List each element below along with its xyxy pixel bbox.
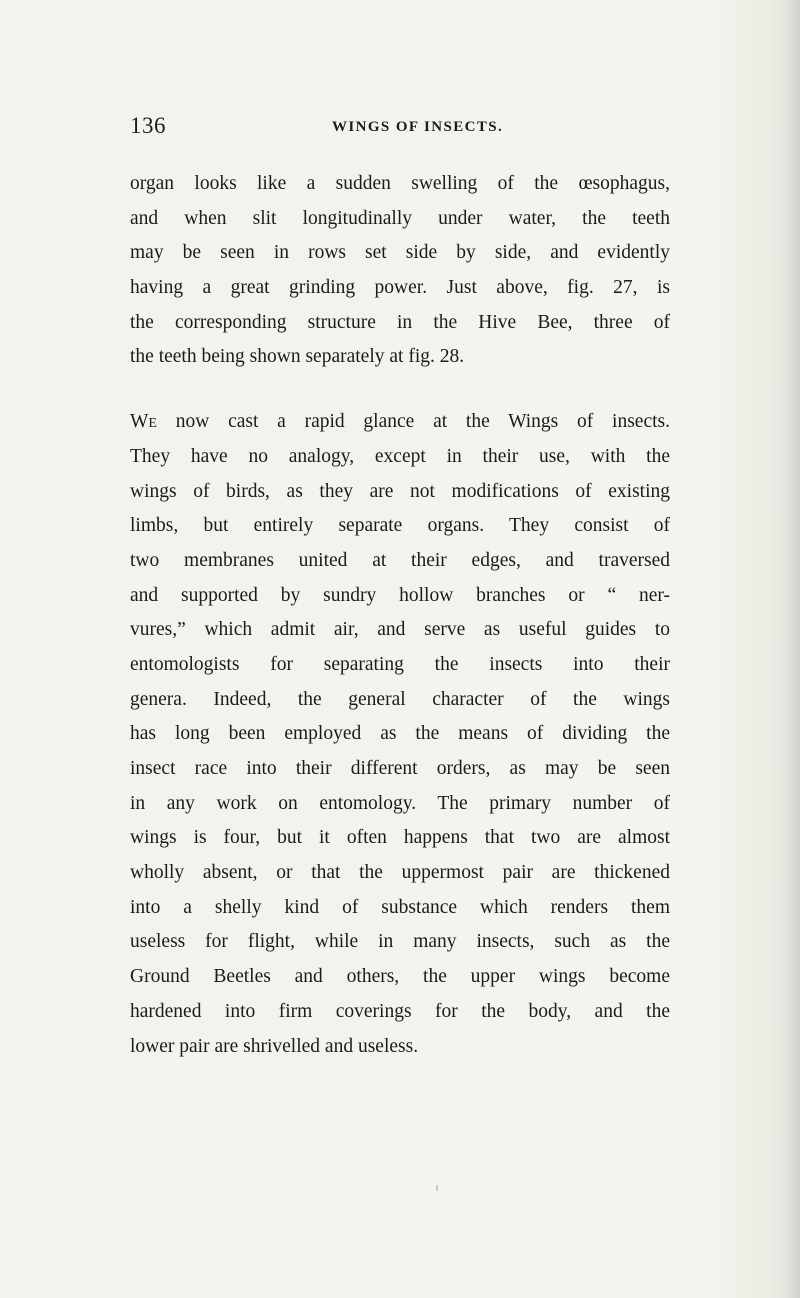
text-line: lower pair are shrivelled and useless. <box>130 1035 419 1057</box>
text-line: and supported by sundry hollow branches or “ ner- <box>130 584 670 606</box>
text-line: having a great grinding power. Just above, fig. 27, is <box>130 277 670 299</box>
running-title: WINGS OF INSECTS. <box>332 119 504 135</box>
text-line: and when slit longitudinally under water, the teeth <box>130 207 670 229</box>
text-line: entomologists for separating the insects into their <box>130 653 670 675</box>
text-line: They have no analogy, except in their use, with the <box>130 445 670 467</box>
print-speck <box>436 1185 438 1191</box>
text-line: two membranes united at their edges, and traversed <box>130 549 670 571</box>
body-text <box>130 167 670 1064</box>
text-line: has long been employed as the means of dividing the <box>130 723 670 745</box>
text-line: wings is four, but it often happens that two are almost <box>130 827 670 849</box>
paragraph-1 <box>130 167 670 375</box>
text-line: limbs, but entirely separate organs. They consist of <box>130 515 670 537</box>
text-line: in any work on entomology. The primary number of <box>130 792 670 814</box>
text-line: insect race into their different orders, as may be seen <box>130 758 670 779</box>
text-line: into a shelly kind of substance which renders them <box>130 896 670 918</box>
text-line: useless for flight, while in many insects, such as the <box>130 931 670 953</box>
lead-word: We <box>130 411 157 433</box>
page-edge-shadow <box>786 0 800 1298</box>
text-line-rest: now cast a rapid glance at the Wings of insects. <box>156 411 670 433</box>
paragraph-2 <box>130 405 670 1064</box>
text-line: vures,” which admit air, and serve as useful guides to <box>130 619 670 641</box>
page-number: 136 <box>130 113 166 138</box>
text-line-first <box>130 405 670 440</box>
text-line: the teeth being shown separately at fig. 28. <box>130 346 465 368</box>
text-line: the corresponding structure in the Hive Bee, three of <box>130 311 670 333</box>
text-line: may be seen in rows set side by side, and evidently <box>130 242 670 264</box>
text-line: genera. Indeed, the general character of the wings <box>130 688 670 710</box>
text-line: wholly absent, or that the uppermost pair are thickened <box>130 862 670 884</box>
text-line: wings of birds, as they are not modifications of existing <box>130 480 670 502</box>
text-line: organ looks like a sudden swelling of the œsophagus, <box>130 173 670 194</box>
text-line: hardened into firm coverings for the body, and the <box>130 1000 670 1022</box>
text-line: Ground Beetles and others, the upper wings become <box>130 966 670 988</box>
page-header <box>130 113 670 149</box>
